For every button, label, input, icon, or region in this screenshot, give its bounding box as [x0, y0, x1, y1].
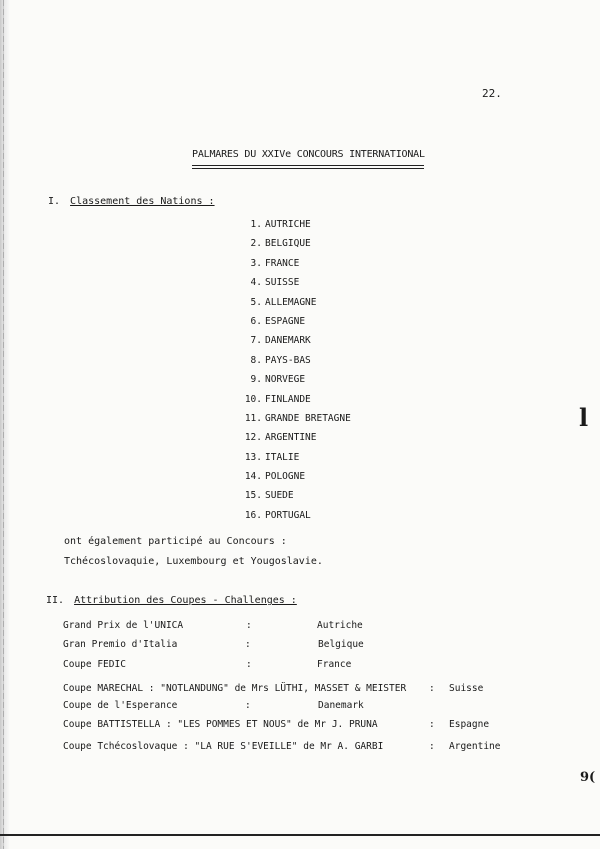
nation-rank-number: 3. [250, 257, 262, 269]
nation-rank-number: 7. [250, 335, 262, 347]
nation-rank-item [232, 374, 351, 393]
nation-rank-number: 4. [250, 277, 262, 289]
nation-rank-item [232, 452, 351, 471]
nation-rank-number: 11. [244, 412, 262, 424]
nation-rank-item [232, 238, 351, 257]
nation-name: POLOGNE [265, 471, 306, 483]
page-number: 22. [482, 87, 502, 100]
scan-edge-left [0, 0, 10, 849]
nation-name: ALLEMAGNE [265, 296, 317, 308]
nation-rank-number: 2. [250, 238, 262, 250]
page-title: PALMARES DU XXIVe CONCOURS INTERNATIONAL [192, 149, 425, 160]
title-rule-lower [192, 168, 424, 169]
also-participated-text: ont également participé au Concours : [64, 536, 287, 547]
nation-name: GRANDE BRETAGNE [265, 412, 351, 424]
nation-name: SUEDE [265, 490, 294, 502]
cup-separator: : [429, 719, 435, 730]
cup-row [63, 700, 533, 716]
cup-row [63, 639, 533, 655]
nation-rank-item [232, 490, 351, 509]
cup-row [63, 683, 533, 699]
nation-name: NORVEGE [265, 374, 306, 386]
nation-rank-item [232, 355, 351, 374]
section-1-number: I. [48, 196, 61, 207]
title-rule-upper [192, 165, 424, 166]
nation-rank-number: 13. [244, 451, 262, 463]
section-2-title: Attribution des Coupes - Challenges : [74, 595, 297, 606]
section-2-number: II. [46, 595, 65, 606]
nation-rank-number: 12. [244, 432, 262, 444]
nation-name: AUTRICHE [265, 219, 311, 230]
nation-rank-number: 16. [244, 509, 262, 521]
nation-name: FINLANDE [265, 393, 311, 405]
cup-name: Coupe Tchécoslovaque : "LA RUE S'EVEILLE" de Mr A. GARBI [63, 741, 384, 752]
section-2-heading [46, 595, 297, 606]
nation-rank-number: 15. [244, 490, 262, 502]
cup-separator: : [429, 683, 435, 694]
cup-winner: Danemark [318, 700, 364, 711]
nation-rank-number: 14. [244, 471, 262, 483]
cup-separator: : [429, 741, 435, 752]
cup-name: Coupe BATTISTELLA : "LES POMMES ET NOUS" de Mr J. PRUNA [63, 719, 378, 730]
margin-mark-right-bottom: 9( [580, 770, 596, 785]
nation-name: ITALIE [265, 451, 300, 463]
nation-rank-item [232, 258, 351, 277]
cup-name: Gran Premio d'Italia [63, 639, 178, 650]
nation-name: PORTUGAL [265, 509, 311, 521]
scan-edge-bottom [0, 834, 600, 836]
cup-winner: Espagne [449, 719, 490, 730]
cup-row [63, 620, 533, 636]
nation-name: SUISSE [265, 277, 300, 289]
cup-winner: Belgique [318, 639, 364, 650]
cup-separator: : [245, 700, 251, 711]
nation-name: ESPAGNE [265, 315, 306, 327]
nation-rank-item [232, 335, 351, 354]
nation-name: ARGENTINE [265, 432, 317, 444]
nation-rank-number: 6. [250, 315, 262, 327]
nation-name: FRANCE [265, 257, 300, 269]
nation-rank-item [232, 394, 351, 413]
scan-line-left [3, 0, 4, 849]
cup-name: Coupe MARECHAL : "NOTLANDUNG" de Mrs LÜTHI, MASSET & MEISTER [63, 683, 407, 694]
cup-row [63, 659, 533, 675]
nations-ranking-list [232, 219, 351, 529]
cup-row [63, 719, 533, 735]
nation-rank-item [232, 297, 351, 316]
cup-row [63, 741, 533, 757]
nation-rank-number: 10. [244, 393, 262, 405]
cup-separator: : [246, 620, 252, 631]
nation-rank-item [232, 413, 351, 432]
cup-name: Coupe FEDIC [63, 659, 126, 670]
cup-winner: France [317, 659, 352, 670]
nation-rank-item [232, 432, 351, 451]
nation-name: BELGIQUE [265, 238, 311, 250]
nation-rank-number: 1. [250, 219, 262, 230]
nation-rank-number: 8. [250, 354, 262, 366]
nation-rank-item [232, 471, 351, 490]
nation-rank-item [232, 316, 351, 335]
also-participated-countries: Tchécoslovaquie, Luxembourg et Yougoslavie. [64, 556, 323, 567]
nation-rank-number: 9. [250, 374, 262, 386]
nation-rank-item [232, 277, 351, 296]
cup-name: Grand Prix de l'UNICA [63, 620, 184, 631]
cup-winner: Argentine [449, 741, 501, 752]
section-1-title: Classement des Nations : [70, 196, 215, 207]
nation-rank-item [232, 219, 351, 238]
nation-name: PAYS-BAS [265, 354, 311, 366]
nation-rank-item [232, 510, 351, 529]
section-1-heading [48, 196, 215, 207]
cup-separator: : [246, 659, 252, 670]
margin-mark-right-middle: l [579, 403, 589, 432]
cup-name: Coupe de l'Esperance [63, 700, 178, 711]
nation-rank-number: 5. [250, 296, 262, 308]
nation-name: DANEMARK [265, 335, 311, 347]
cup-winner: Autriche [317, 620, 363, 631]
cup-separator: : [245, 639, 251, 650]
cup-winner: Suisse [449, 683, 484, 694]
